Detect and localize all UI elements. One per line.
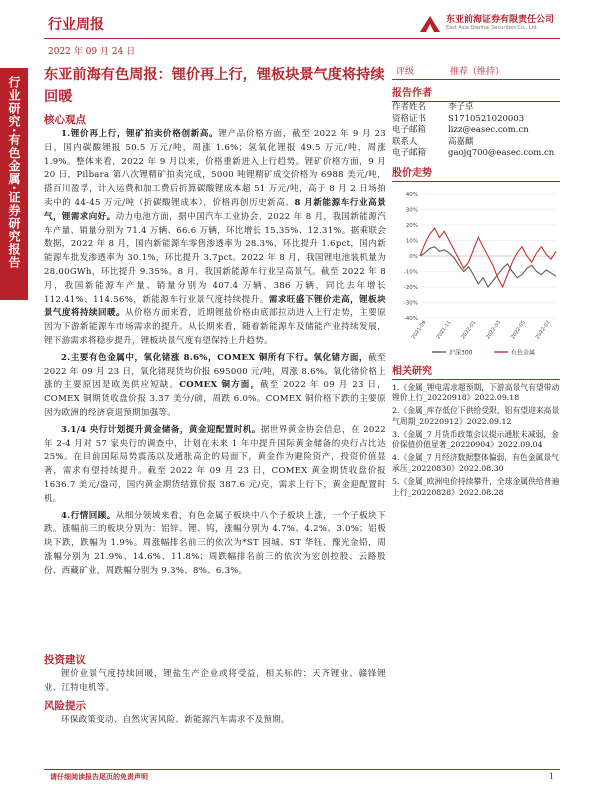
info-value: 高嘉麒 bbox=[448, 136, 474, 147]
report-category: 行业周报 bbox=[48, 17, 104, 33]
y-tick-label: -10% bbox=[403, 269, 418, 275]
report-title: 东亚前海有色周报：锂价再上行，锂板块景气度将持续回暖 bbox=[44, 67, 385, 105]
paragraph-1 bbox=[44, 128, 386, 349]
paragraph-2 bbox=[44, 352, 386, 421]
paragraph-3 bbox=[44, 424, 386, 507]
investment-body bbox=[44, 668, 386, 699]
p2-text: 截至 2022 年 09 月 23 日，氧化锗现货均价报 695000 元/吨，周涨 8.6%。氧化锗价格上涨的主要原因是欧美供应短缺。 bbox=[44, 352, 386, 391]
y-tick-label: -30% bbox=[403, 300, 418, 306]
page-number: 1 bbox=[548, 772, 554, 781]
y-tick-label: 0% bbox=[409, 253, 418, 260]
p2-lead-2: 氧化锗方面， bbox=[313, 352, 369, 363]
y-tick-label: 40% bbox=[405, 191, 418, 198]
logo-icon bbox=[418, 14, 442, 34]
risk-heading: 风险提示 bbox=[44, 700, 86, 712]
p2-text-2: 截至 2022 年 09 月 23 日，COMEX 铜期货收盘价报 3.37 美分/磅，周跌 6.0%。COMEX 铜价格下跌的主要原因为欧洲的经济衰退预期加强等。 bbox=[44, 380, 387, 418]
x-tick-label: 2021-11 bbox=[435, 319, 453, 340]
risk-body bbox=[44, 714, 386, 731]
logo-name-en: East Asia Qianhai Securities Co., Ltd. bbox=[446, 25, 539, 32]
related-item[interactable]: 3.《金属_7 月货币政策会议提示通胀未减弱，金价保值价值显著_20220904》2022.09.04 bbox=[392, 429, 559, 450]
p2-lead-3: COMEX 铜方面， bbox=[179, 380, 261, 391]
x-tick-label: 2022-07 bbox=[534, 319, 552, 340]
p1-text-3: 从价格方面来看，近期锂盐价格由底部拉动进入上行走势，主要原因为下游新能源车市场需求的提升。从长期来看，随着新能源车及储能产业持续发展，锂下游需求将稳步提升，锂板块景气度有望保持上升趋势。 bbox=[44, 308, 387, 346]
investment-text: 锂价业景气度持续回暖，锂盐生产企业或将受益，相关标的：天齐锂业、赣锋锂业、江特电机等。 bbox=[44, 669, 386, 693]
footer-disclaimer: 请仔细阅读报告尾页的免责声明 bbox=[50, 773, 148, 781]
price-chart-svg bbox=[392, 188, 560, 360]
related-heading: 相关研究 bbox=[392, 362, 560, 380]
p4-lead: 4.行情回顾。 bbox=[61, 510, 116, 521]
company-logo bbox=[418, 14, 554, 34]
risk-text: 环保政策变动、自然灾害风险、新能源汽车需求不及预期。 bbox=[61, 715, 290, 725]
p4-text: 从细分领域来看，有色金属子板块中八个子板块上涨，一个子板块下跌。涨幅前三的板块分别为：铝锌、锂、钨，涨幅分别为 4.7%、4.2%、3.0%；铝板块下跌，跌幅为 1.9%。周涨幅排名前三的依次为*ST 园城、ST 华钰、豫光金铅，周涨幅分别为 21.9%、14.6%、11.8%；周跌幅排名前三的依次为宏创控股、云路股份、西藏矿业，周跌幅分别为 9.3%、8%、6.3%。 bbox=[44, 510, 386, 576]
price-chart bbox=[392, 188, 560, 360]
analyst-row bbox=[392, 102, 560, 114]
logo-name-cn: 东亚前海证券有限责任公司 bbox=[446, 15, 555, 26]
analyst-row bbox=[392, 125, 560, 137]
series-line bbox=[420, 228, 556, 287]
p1-text-2: 动力电池方面，据中国汽车工业协会，2022 年 8 月，我国新能源汽车产量、销量分别为 71.4 万辆、66.6 万辆，环比增长 15.35%、12.31%。据乘联会数据，2022 年 8 月，国内新能源车零售渗透率为 28.3%，环比提升 1.6pct，国内新能源车批发渗透率为 30.1%，环比提升 3.7pct。2022 年 8 月，我国锂电池装机量为 28.00GWh，环比提升 9.35%。8 月，我国新能源车行业呈高景气。截至 2022 年 8 月，我国新能源车产量、销量分别为 407.4 万辆、386 万辆，同比去年增长 112.41%、114.56%，新能源车行业景气度持续提升。 bbox=[44, 211, 386, 305]
report-date: 2022 年 09 月 24 日 bbox=[48, 47, 136, 57]
related-list bbox=[392, 383, 560, 499]
p1-lead-3: 需求旺盛下锂价走高，锂板块景气度将持续回暖。 bbox=[44, 294, 386, 319]
rating-value: 推荐（维持） bbox=[450, 67, 505, 77]
analyst-heading: 报告作者 bbox=[392, 84, 560, 102]
header-divider bbox=[44, 38, 560, 39]
info-value: 李子卓 bbox=[448, 102, 474, 112]
analyst-row bbox=[392, 137, 560, 149]
y-tick-label: 30% bbox=[405, 207, 418, 213]
related-item[interactable]: 4.《金属_7 月经济数据整体偏弱，有色金属景气承压_20220830》2022.08.30 bbox=[392, 453, 559, 474]
sidebar bbox=[392, 64, 560, 500]
paragraph-4 bbox=[44, 510, 386, 579]
info-key: 资格证书 bbox=[392, 113, 427, 124]
core-view-heading: 核心观点 bbox=[44, 114, 86, 126]
footer-divider bbox=[44, 769, 560, 770]
related-item[interactable]: 5.《金属_欧洲电价持续攀升，全球金属供给普遍上行_20220828》2022.08.28 bbox=[392, 476, 560, 497]
p1-lead-2: 8 月新能源车行业高景气，锂需求向好。 bbox=[44, 197, 386, 222]
y-tick-label: 20% bbox=[405, 222, 418, 229]
x-tick-label: 2022-03 bbox=[485, 319, 503, 340]
side-banner bbox=[0, 68, 28, 300]
x-tick-label: 2022-01 bbox=[460, 319, 478, 340]
y-tick-label: -20% bbox=[403, 284, 418, 291]
chart-heading: 股价走势 bbox=[392, 164, 560, 182]
info-key: 电子邮箱 bbox=[392, 148, 427, 158]
legend-label: 有色金属 bbox=[511, 349, 536, 356]
y-tick-label: 10% bbox=[405, 238, 418, 244]
info-key: 电子邮箱 bbox=[392, 125, 427, 135]
y-tick-label: -40% bbox=[403, 315, 418, 322]
side-banner-text: 行业研究·有色金属·证券研究报告 bbox=[7, 76, 21, 270]
related-item[interactable]: 2.《金属_库存低位下供给受限，铝有望迎来高景气周期_20220912》2022.09.12 bbox=[392, 406, 560, 426]
legend-label: 沪深300 bbox=[449, 349, 473, 356]
x-tick-label: 2022-05 bbox=[509, 319, 527, 340]
info-value[interactable]: lizz@easec.com.cn bbox=[448, 125, 529, 135]
info-value[interactable]: gaojq700@easec.com.cn bbox=[448, 148, 555, 158]
rating-row bbox=[392, 64, 560, 80]
info-value: S1710521020003 bbox=[448, 113, 525, 124]
p2-lead: 2.主要有色金属中，氧化锗涨 8.6%，COMEX 铜所有下行。 bbox=[61, 352, 314, 363]
p3-lead: 3.1/4 央行计划提升黄金储备，黄金迎配置时机。 bbox=[61, 424, 261, 435]
main-body bbox=[44, 128, 386, 582]
info-key: 联系人 bbox=[392, 136, 418, 147]
series-line bbox=[420, 246, 556, 286]
analyst-row bbox=[392, 148, 560, 160]
x-tick-label: 2021-09 bbox=[410, 319, 428, 340]
analyst-info bbox=[392, 102, 560, 160]
rating-label: 评级 bbox=[396, 67, 415, 77]
p3-text: 据世界黄金协会信息，在 2022 年 2-4 月对 57 家央行的调查中，计划在未来 1 年中提升国际黄金储备的央行占比达 25%。在目前国际局势震荡以及通胀高企的局面下，黄金作为避险资产，投资价值显著，需求有望持续提升。截至 2022 年 09 月 23 日，COMEX 黄金期货收盘价报 1636.7 美元/盎司，国内黄金期货结算价报 387.6 元/克，需求上行下，黄金迎配置时机。 bbox=[44, 424, 386, 504]
investment-heading: 投资建议 bbox=[44, 654, 86, 666]
p1-lead: 1.锂价再上行，锂矿拍卖价格创新高。 bbox=[61, 129, 219, 139]
p1-text: 锂产品价格方面，截至 2022 年 9 月 23 日，国内碳酸锂报 50.5 万元/吨，周涨 1.6%；氢氧化锂报 49.5 万元/吨，周涨 1.9%。整体来看，2022 年 9 月以来，价格重新进入上行趋势。锂矿价格方面，9 月 20 日，Pilbara 第八次锂精矿拍卖完成，5000 吨锂精矿成交价格为 6988 美元/吨，搭百川盈孚，计入运费和加工费后折算碳酸锂成本超 51 万元/吨，高于 8 月 2 日场拍卖中的 44-45 万元/吨（折碳酸锂成本），价格再创历史新高。 bbox=[44, 129, 386, 208]
related-item[interactable]: 1.《金属_锂电需求超预期，下游高景气有望带动锂价上行_20220918》2022.09.18 bbox=[392, 382, 560, 403]
analyst-row bbox=[392, 114, 560, 126]
info-key: 作者姓名 bbox=[392, 102, 427, 112]
